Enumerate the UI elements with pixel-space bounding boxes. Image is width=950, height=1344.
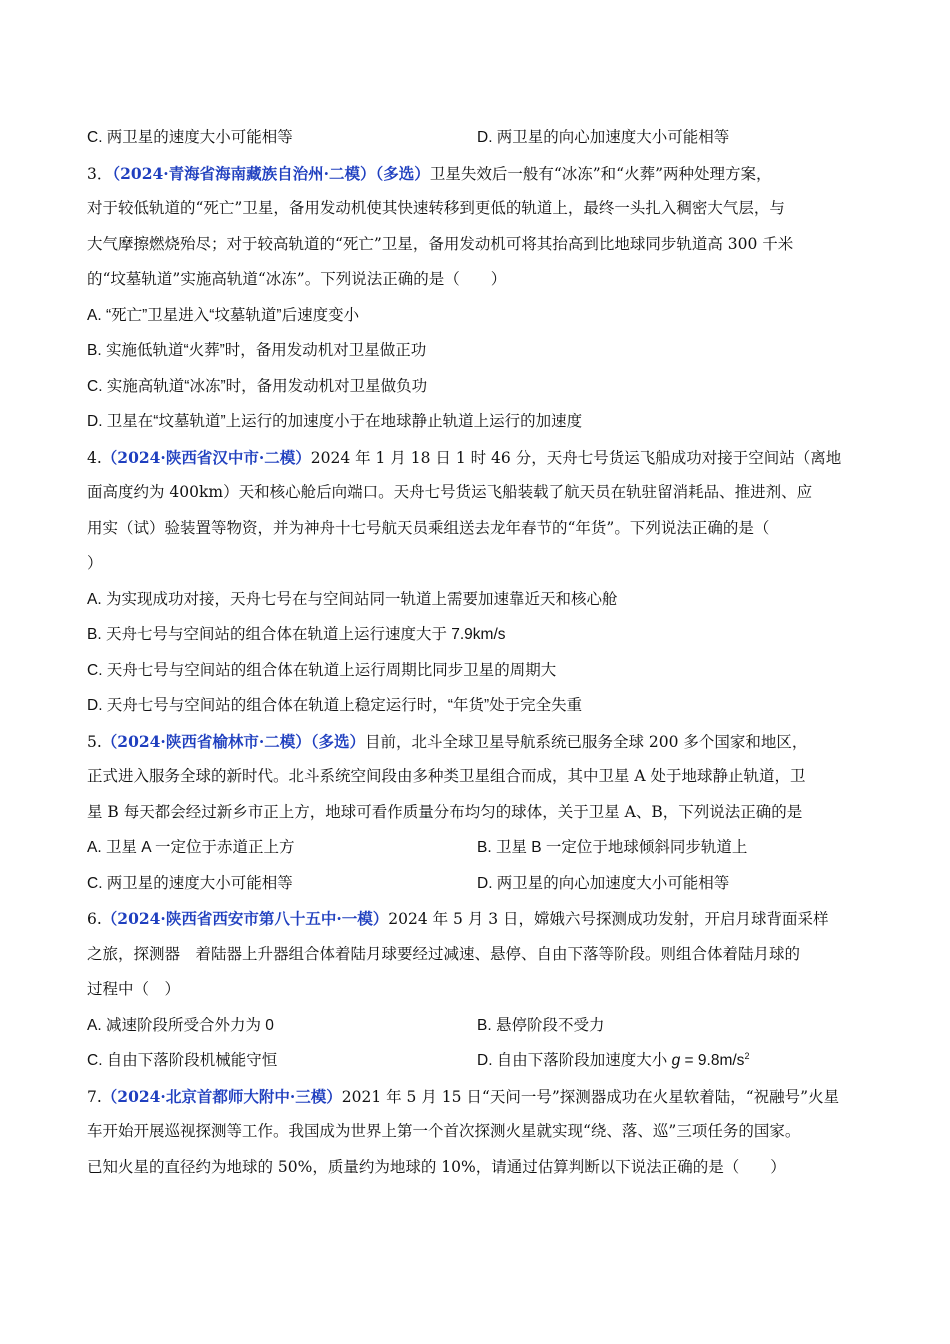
q5-option-b[interactable]: B. 卫星 B 一定位于地球倾斜同步轨道上 bbox=[477, 839, 748, 856]
q6-options-row-1 bbox=[87, 1008, 867, 1044]
q4-option-d[interactable]: D. 天舟七号与空间站的组合体在轨道上稳定运行时，“年货”处于完全失重 bbox=[87, 697, 583, 714]
q4-number: 4. bbox=[87, 448, 102, 467]
q7-stem-line-2: 车开始开展巡视探测等工作。我国成为世界上第一个首次探测火星就实现“绕、落、巡”三项任务的国家。 bbox=[87, 1122, 801, 1140]
q2-option-c[interactable]: C. 两卫星的速度大小可能相等 bbox=[87, 129, 293, 146]
q6-stem-line-3: 过程中（ ） bbox=[87, 980, 181, 998]
q7-text-1: 2021 年 5 月 15 日“天问一号”探测器成功在火星软着陆，“祝融号”火星 bbox=[341, 1087, 840, 1106]
q4-option-a[interactable]: A. 为实现成功对接，天舟七号在与空间站同一轨道上需要加速靠近天和核心舱 bbox=[87, 590, 618, 608]
q6-option-c[interactable]: C. 自由下落阶段机械能守恒 bbox=[87, 1052, 278, 1069]
q6-source: （2024·陕西省西安市第八十五中·一模） bbox=[101, 909, 389, 928]
q6-options-row-2 bbox=[87, 1043, 867, 1079]
q3-stem-line-3: 大气摩擦燃烧殆尽；对于较高轨道的“死亡”卫星，备用发动机可将其抬高到比地球同步轨道高 300 千米 bbox=[87, 234, 794, 253]
q3-option-d[interactable]: D. 卫星在“坟墓轨道”上运行的加速度小于在地球静止轨道上运行的加速度 bbox=[87, 413, 583, 430]
q3-option-b[interactable]: B. 实施低轨道“火葬”时，备用发动机对卫星做正功 bbox=[87, 342, 427, 359]
q5-option-a[interactable]: A. 卫星 A 一定位于赤道正上方 bbox=[87, 839, 295, 856]
q6-stem-line-2: 之旅，探测器 着陆器上升器组合体着陆月球要经过减速、悬停、自由下落等阶段。则组合体着陆月球的 bbox=[87, 944, 801, 963]
q3-text-1: 卫星失效后一般有“冰冻”和“火葬”两种处理方案， bbox=[429, 164, 772, 183]
q5-text-1: 目前，北斗全球卫星导航系统已服务全球 200 多个国家和地区， bbox=[364, 732, 808, 751]
q5-number: 5. bbox=[87, 732, 102, 751]
q6-stem-line-1 bbox=[87, 901, 867, 937]
q5-stem-line-1 bbox=[87, 724, 867, 760]
q4-stem-line-3: 用实（试）验装置等物资，并为神舟十七号航天员乘组送去龙年春节的“年货”。下列说法正确的是（ bbox=[87, 518, 770, 537]
q5-source: （2024·陕西省榆林市·二模）（多选） bbox=[101, 731, 365, 751]
q5-options-row-2 bbox=[87, 866, 867, 902]
q5-option-d[interactable]: D. 两卫星的向心加速度大小可能相等 bbox=[477, 874, 730, 892]
q3-stem-line-4: 的“坟墓轨道”实施高轨道“冰冻”。下列说法正确的是（ ） bbox=[87, 270, 507, 288]
q5-stem-line-2: 正式进入服务全球的新时代。北斗系统空间段由多种类卫星组合而成，其中卫星 A 处于地球静止轨道，卫 bbox=[87, 767, 806, 785]
q3-number: 3． bbox=[87, 164, 113, 183]
q6-option-d[interactable] bbox=[477, 1043, 867, 1079]
q3-option-c[interactable]: C. 实施高轨道“冰冻”时，备用发动机对卫星做负功 bbox=[87, 377, 428, 395]
q7-number: 7. bbox=[87, 1087, 102, 1106]
q4-stem-line-2: 面高度约为 400km）天和核心舱后向端口。天舟七号货运飞船装载了航天员在轨驻留消耗品、推进剂、应 bbox=[87, 483, 813, 501]
q6-option-d-variable: g bbox=[671, 1052, 681, 1069]
q3-option-a[interactable]: A. “死亡”卫星进入“坟墓轨道”后速度变小 bbox=[87, 306, 360, 324]
q7-stem-line-1 bbox=[87, 1079, 867, 1115]
q2-options-row bbox=[87, 120, 867, 156]
q7-source: （2024·北京首都师大附中·三模） bbox=[101, 1086, 342, 1106]
q3-stem-line-1 bbox=[87, 156, 867, 192]
q2-option-d[interactable]: D. 两卫星的向心加速度大小可能相等 bbox=[477, 129, 730, 146]
q6-option-d-value: = 9.8m/s bbox=[680, 1052, 745, 1069]
q5-stem-line-3: 星 B 每天都会经过新乡市正上方，地球可看作质量分布均匀的球体，关于卫星 A、B，下列说法正确的是 bbox=[87, 802, 803, 821]
q4-option-b[interactable]: B. 天舟七号与空间站的组合体在轨道上运行速度大于 7.9km/s bbox=[87, 626, 506, 643]
q3-stem-line-2: 对于较低轨道的“死亡”卫星，备用发动机使其快速转移到更低的轨道上，最终一头扎入稠密大气层，与 bbox=[87, 199, 785, 217]
exam-page bbox=[87, 120, 867, 1185]
q3-source: （2024·青海省海南藏族自治州·二模）（多选） bbox=[112, 163, 430, 183]
q5-option-c[interactable]: C. 两卫星的速度大小可能相等 bbox=[87, 874, 293, 892]
q4-source: （2024·陕西省汉中市·二模） bbox=[101, 447, 311, 467]
q6-option-d-prefix: D. 自由下落阶段加速度大小 bbox=[477, 1052, 672, 1069]
q5-options-row-1 bbox=[87, 830, 867, 866]
q6-option-b[interactable]: B. 悬停阶段不受力 bbox=[477, 1016, 605, 1034]
q7-stem-line-3: 已知火星的直径约为地球的 50%，质量约为地球的 10%，请通过估算判断以下说法正确的是（ ） bbox=[87, 1157, 786, 1176]
q6-text-1: 2024 年 5 月 3 日，嫦娥六号探测成功发射，开启月球背面采样 bbox=[388, 910, 829, 928]
q6-option-a[interactable]: A. 减速阶段所受合外力为 0 bbox=[87, 1016, 274, 1034]
q6-number: 6. bbox=[87, 910, 102, 928]
q4-stem-line-4: ） bbox=[87, 554, 103, 572]
q4-stem-line-1 bbox=[87, 440, 867, 476]
q4-option-c[interactable]: C. 天舟七号与空间站的组合体在轨道上运行周期比同步卫星的周期大 bbox=[87, 661, 557, 679]
q6-option-d-exponent: 2 bbox=[744, 1050, 750, 1061]
q4-text-1: 2024 年 1 月 18 日 1 时 46 分，天舟七号货运飞船成功对接于空间站（离地 bbox=[310, 448, 842, 467]
